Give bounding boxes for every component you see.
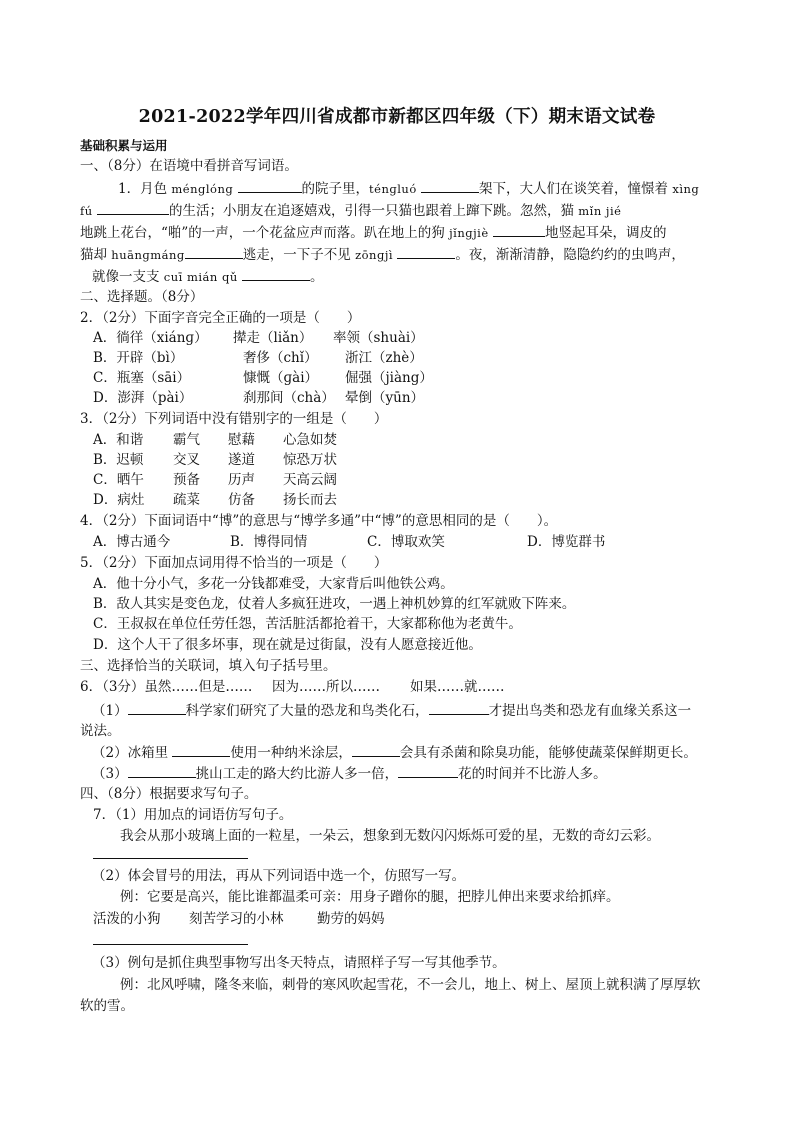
q3-option-d[interactable]: D．病灶 疏菜 仿备 扬长而去 xyxy=(93,492,337,508)
pinyin-menglong: ménglóng xyxy=(171,182,234,196)
q7-part1: 7．（1）用加点的词语仿写句子。 xyxy=(93,807,293,823)
q4-stem: 4．（2分）下面词语中“博”的意思与“博学多通”中“博”的意思相同的是（ ）。 xyxy=(80,513,558,529)
blank-5[interactable] xyxy=(185,244,243,259)
blank-4[interactable] xyxy=(493,222,545,237)
q7-part2-words: 活泼的小狗 刻苦学习的小林 勤劳的妈妈 xyxy=(93,911,385,927)
q4-option-c[interactable]: C．博取欢笑 xyxy=(367,534,445,550)
s1-line4: 猫却 huānɡmánɡ 逃走，一下子不见 zōnɡjì 。夜，渐渐清静，隐隐约约的虫鸣声， xyxy=(80,244,730,265)
q5-option-c[interactable]: C．王叔叔在单位任劳任怨，苦活脏活都抢着干，大家都称他为老黄牛。 xyxy=(93,616,522,632)
s2-heading: 二、选择题。（8分） xyxy=(80,289,204,305)
s1-line2: fú 的生活；小朋友在追逐嬉戏，引得一只猫也跟着上蹿下跳。忽然，猫 mǐn jié xyxy=(80,200,730,221)
q4-option-a[interactable]: A．博古通今 xyxy=(93,534,171,550)
pinyin-fu: fú xyxy=(80,204,93,218)
pinyin-huangmang: huānɡmánɡ xyxy=(111,248,185,262)
q6-blank-4[interactable] xyxy=(352,742,400,757)
pinyin-cuimianqu: cuī mián qǔ xyxy=(163,270,238,284)
s1-line3: 地跳上花台，“啪”的一声，一个花盆应声而落。趴在地上的狗 jǐnɡjiè 地竖起耳朵，调皮的 xyxy=(80,222,730,243)
pinyin-minjie: mǐn jié xyxy=(578,204,622,218)
blank-6[interactable] xyxy=(397,244,455,259)
q2-option-c[interactable]: C．瓶塞（sāi） 慷慨（ɡài） 倔强（jiàng） xyxy=(93,370,433,386)
q5-option-d[interactable]: D．这个人干了很多坏事，现在就是过街鼠，没有人愿意接近他。 xyxy=(93,637,482,653)
q4-option-b[interactable]: B．博得同情 xyxy=(230,534,308,550)
blank-3[interactable] xyxy=(97,200,169,215)
q7-part3-example-cont: 软的雪。 xyxy=(80,998,134,1014)
q7-part3-example: 例：北风呼啸，隆冬来临，刺骨的寒风吹起雪花，不一会儿，地上、树上、屋顶上就积满了厚厚软 xyxy=(120,977,701,993)
q2-option-a[interactable]: A．徜徉（xiánɡ） 撵走（liǎn） 率领（shuài） xyxy=(93,330,424,346)
s3-heading: 三、选择恰当的关联词，填入句子括号里。 xyxy=(80,658,337,674)
q7-part1-example: 我会从那小玻璃上面的一粒星，一朵云，想象到无数闪闪烁烁可爱的星，无数的奇幻云彩。 xyxy=(120,828,660,844)
q6-blank-1[interactable] xyxy=(128,700,186,715)
q6-blank-6[interactable] xyxy=(398,763,458,778)
s1-line1: 1．月色 ménglóng 的院子里，ténɡluó 架下，大人们在谈笑着，憧憬着 xìng xyxy=(118,178,730,199)
q2-option-b[interactable]: B．开辟（bì） 奢侈（chǐ） 浙江（zhè） xyxy=(93,350,423,366)
answer-line-1[interactable] xyxy=(93,858,248,859)
q3-option-a[interactable]: A．和谐 霸气 慰藉 心急如焚 xyxy=(93,432,337,448)
q7-part3: （3）例句是抓住典型事物写出冬天特点，请照样子写一写其他季节。 xyxy=(92,955,506,971)
page-title: 2021-2022学年四川省成都市新都区四年级（下）期末语文试卷 xyxy=(138,107,656,127)
q2-stem: 2．（2分）下面字音完全正确的一项是（ ） xyxy=(80,310,361,326)
q5-option-a[interactable]: A．他十分小气，多花一分钱都难受，大家背后叫他铁公鸡。 xyxy=(93,576,454,592)
q3-option-b[interactable]: B．迟顿 交叉 遂道 惊恐万状 xyxy=(93,452,337,468)
blank-2[interactable] xyxy=(421,178,479,193)
q7-part2-example: 例：它要是高兴，能比谁都温柔可亲：用身子蹭你的腿，把脖儿伸出来要求给抓痒。 xyxy=(120,889,620,905)
answer-line-2[interactable] xyxy=(93,944,248,945)
s1-line5: 就像一支支 cuī mián qǔ 。 xyxy=(92,266,742,287)
pinyin-xing: xìng xyxy=(672,182,700,196)
q6-blank-2[interactable] xyxy=(429,700,489,715)
pinyin-zongji: zōnɡjì xyxy=(355,248,394,262)
q6-item2: （2）冰箱里 使用一种纳米涂层， 会具有杀菌和除臭功能，能够使蔬菜保鲜期更长。 xyxy=(92,742,742,763)
pinyin-jingjie: jǐnɡjiè xyxy=(449,226,489,240)
q5-stem: 5．（2分）下面加点词用得不恰当的一项是（ ） xyxy=(80,555,388,571)
q4-option-d[interactable]: D．博览群书 xyxy=(527,534,606,550)
blank-1[interactable] xyxy=(238,178,302,193)
q5-option-b[interactable]: B．敌人其实是变色龙，仗着人多疯狂进攻，一遇上神机妙算的红军就败下阵来。 xyxy=(93,596,576,612)
q6-item3: （3） 挑山工走的路大约比游人多一倍， 花的时间并不比游人多。 xyxy=(92,763,742,784)
pinyin-tengluo: ténɡluó xyxy=(369,182,417,196)
q6-stem: 6．（3分）虽然……但是…… 因为……所以…… 如果……就…… xyxy=(80,679,505,695)
blank-7[interactable] xyxy=(242,266,310,281)
q6-item1-cont: 说法。 xyxy=(80,723,121,739)
q3-option-c[interactable]: C．晒午 预备 历声 天高云阔 xyxy=(93,472,337,488)
q6-item1: （1） 科学家们研究了大量的恐龙和鸟类化石， 才提出鸟类和恐龙有血缘关系这一 xyxy=(92,700,742,721)
s4-heading: 四、（8分）根据要求写句子。 xyxy=(80,786,258,802)
section-basic-heading: 基础积累与运用 xyxy=(80,138,168,153)
q6-blank-3[interactable] xyxy=(172,742,230,757)
q6-blank-5[interactable] xyxy=(128,763,196,778)
q2-option-d[interactable]: D．澎湃（pài） 刹那间（chà） 晕倒（yūn） xyxy=(93,390,425,406)
s1-heading: 一、（8分）在语境中看拼音写词语。 xyxy=(80,158,298,174)
q3-stem: 3．（2分）下列词语中没有错别字的一组是（ ） xyxy=(80,411,388,427)
q4-options xyxy=(93,532,743,552)
q7-part2: （2）体会冒号的用法，再从下列词语中选一个，仿照写一写。 xyxy=(92,868,466,884)
